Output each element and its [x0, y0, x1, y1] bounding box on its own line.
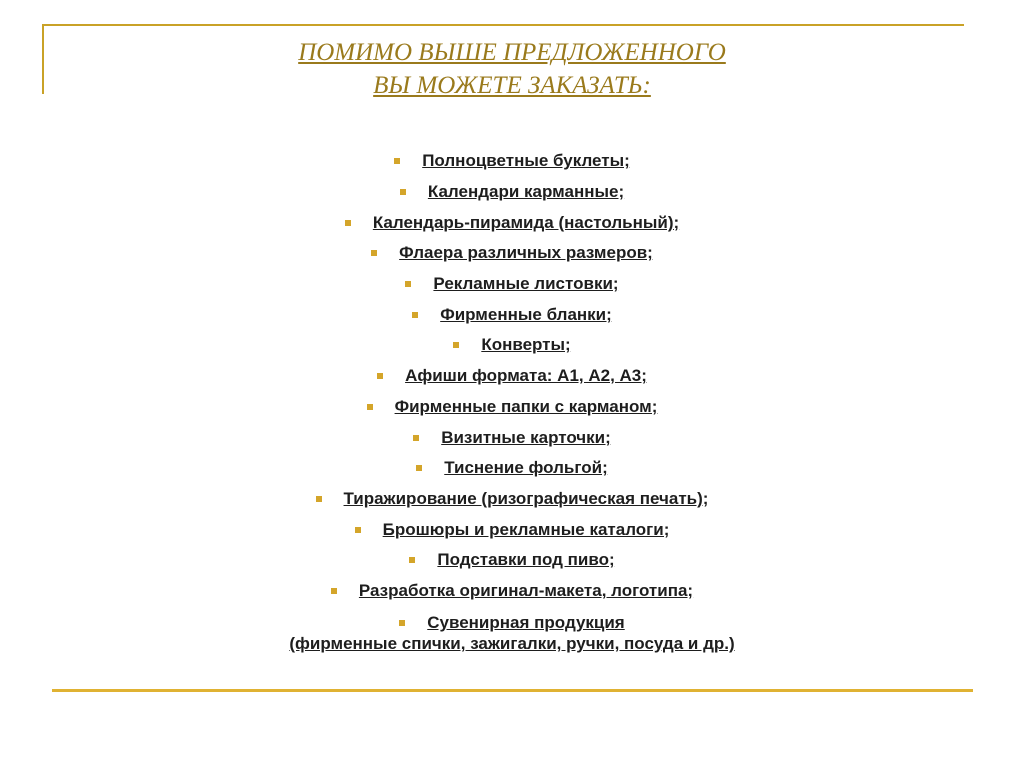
list-item [0, 453, 1024, 484]
list-item [0, 514, 1024, 545]
list-item-label: Фирменные бланки; [440, 304, 612, 324]
list-item [0, 422, 1024, 453]
list-item-label: Календари карманные; [427, 182, 625, 202]
list-item-label: Тиснение фольгой; [444, 458, 608, 478]
square-bullet-icon [409, 557, 415, 563]
list-item-label: Брошюры и рекламные каталоги; [382, 519, 670, 539]
list-item-label: Сувенирная продукция [427, 613, 625, 633]
frame-bottom-line [52, 689, 973, 692]
list-item-note: (фирменные спички, зажигалки, ручки, посуда и др.) [289, 634, 735, 654]
square-bullet-icon [367, 404, 373, 410]
list-item-label: Подставки под пиво; [437, 550, 615, 570]
list-item-label: Полноцветные буклеты; [422, 151, 630, 171]
list-item-label: Календарь-пирамида (настольный); [372, 212, 680, 232]
square-bullet-icon [331, 588, 337, 594]
square-bullet-icon [416, 465, 422, 471]
list-item-label: Рекламные листовки; [433, 274, 619, 294]
list-item [0, 576, 1024, 607]
square-bullet-icon [377, 373, 383, 379]
list-item [0, 207, 1024, 238]
list-item [0, 612, 1024, 654]
list-item-label: Визитные карточки; [441, 427, 611, 447]
list-item-first-line [399, 612, 624, 633]
list-item-label: Флаера различных размеров; [399, 243, 653, 263]
title-line-2: ВЫ МОЖЕТЕ ЗАКАЗАТЬ: [373, 72, 651, 99]
square-bullet-icon [412, 312, 418, 318]
list-item [0, 299, 1024, 330]
square-bullet-icon [394, 158, 400, 164]
square-bullet-icon [399, 620, 405, 626]
title-line-1: ПОМИМО ВЫШЕ ПРЕДЛОЖЕННОГО [298, 39, 726, 66]
square-bullet-icon [355, 527, 361, 533]
square-bullet-icon [453, 342, 459, 348]
services-list [0, 146, 1024, 654]
list-item [0, 177, 1024, 208]
square-bullet-icon [413, 435, 419, 441]
square-bullet-icon [345, 220, 351, 226]
list-item [0, 545, 1024, 576]
square-bullet-icon [405, 281, 411, 287]
list-item [0, 330, 1024, 361]
square-bullet-icon [400, 189, 406, 195]
list-item-label: Тиражирование (ризографическая печать); [343, 488, 709, 508]
list-item [0, 392, 1024, 423]
frame-top-line [42, 24, 964, 26]
list-item [0, 269, 1024, 300]
square-bullet-icon [316, 496, 322, 502]
list-item-label: Разработка оригинал-макета, логотипа; [358, 580, 694, 600]
list-item [0, 484, 1024, 515]
list-item-label: Конверты; [481, 335, 571, 355]
square-bullet-icon [371, 250, 377, 256]
list-item [0, 361, 1024, 392]
list-item [0, 238, 1024, 269]
list-item-label: Фирменные папки с карманом; [394, 396, 658, 416]
list-item-label: Афиши формата: А1, А2, А3; [405, 366, 647, 386]
page-title [0, 36, 1024, 102]
list-item [0, 146, 1024, 177]
